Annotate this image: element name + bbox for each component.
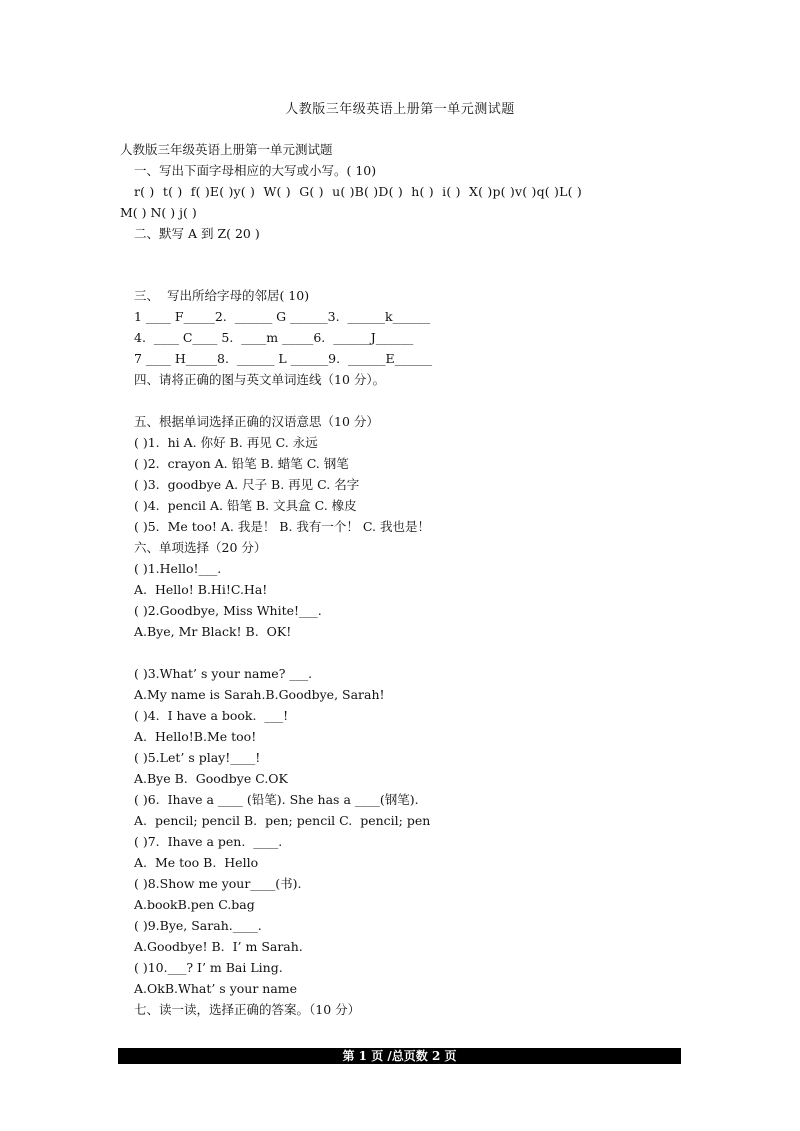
section6-line: ( )9.Bye, Sarah.____. xyxy=(134,918,262,933)
section3-row: 4. ____ C____ 5. ____m _____6. ______J______ xyxy=(134,330,414,345)
page-footer: 第 1 页 /总页数 2 页 xyxy=(118,1048,681,1064)
section3-row: 7 ____ H_____8. ______ L ______9. ______E______ xyxy=(134,351,433,366)
section5-heading: 五、根据单词选择正确的汉语意思（10 分） xyxy=(134,414,379,429)
section3-row: 1 ____ F_____2. ______ G ______3. ______k______ xyxy=(134,309,431,324)
section1-row2: M( ) N( ) j( ) xyxy=(120,205,197,220)
section5-item: ( )2. crayon A. 铅笔 B. 蜡笔 C. 钢笔 xyxy=(134,456,349,471)
section6-line: ( )6. Ihave a ____ (铅笔). She has a ____(钢笔). xyxy=(134,792,419,807)
section6-line: A. pencil; pencil B. pen; pencil C. pencil; pen xyxy=(134,813,431,828)
section1-heading: 一、写出下面字母相应的大写或小写。( 10) xyxy=(134,163,377,178)
section7-heading: 七、读一读，选择正确的答案。（10 分） xyxy=(134,1002,361,1017)
section6-line: A. Hello! B.Hi!C.Ha! xyxy=(134,582,268,597)
section5-item: ( )3. goodbye A. 尺子 B. 再见 C. 名字 xyxy=(134,477,360,492)
section6-line: ( )7. Ihave a pen. ____. xyxy=(134,834,283,849)
section6-line: ( )10.___? I’ m Bai Ling. xyxy=(134,960,283,975)
section6-line: ( )5.Let’ s play!____! xyxy=(134,750,261,765)
section5-item: ( )5. Me too! A. 我是！ B. 我有一个！ C. 我也是！ xyxy=(134,519,430,534)
section6-line: A.bookB.pen C.bag xyxy=(134,897,255,912)
section1-row1: r( ) t( ) f( )E( )y( ) W( ) G( ) u( )B( )D( ) h( ) i( ) X( )p( )v( )q( )L( ) xyxy=(134,184,582,199)
section6-line: ( )2.Goodbye, Miss White!___. xyxy=(134,603,322,618)
section4-heading: 四、请将正确的图与英文单词连线（10 分）。 xyxy=(134,372,386,387)
section6-line: A.Goodbye! B. I’ m Sarah. xyxy=(134,939,303,954)
section6-line: A. Hello!B.Me too! xyxy=(134,729,257,744)
section6-line: A.OkB.What’ s your name xyxy=(134,981,298,996)
section6-line: A.Bye, Mr Black! B. OK! xyxy=(134,624,292,639)
section6-line: ( )8.Show me your____(书). xyxy=(134,876,302,891)
section5-item: ( )4. pencil A. 铅笔 B. 文具盒 C. 橡皮 xyxy=(134,498,357,513)
section3-heading: 三、 写出所给字母的邻居( 10) xyxy=(134,288,310,303)
section6-line: A.My name is Sarah.B.Goodbye, Sarah! xyxy=(134,687,385,702)
section6-line: A.Bye B. Goodbye C.OK xyxy=(134,771,288,786)
document-title: 人教版三年级英语上册第一单元测试题 xyxy=(120,142,333,157)
section5-item: ( )1. hi A. 你好 B. 再见 C. 永远 xyxy=(134,435,318,450)
section6-line: ( )4. I have a book. ___! xyxy=(134,708,289,723)
section2-heading: 二、默写 A 到 Z( 20 ) xyxy=(134,226,260,241)
section6-heading: 六、单项选择（20 分） xyxy=(134,540,267,555)
section6-line: ( )3.What’ s your name? ___. xyxy=(134,666,313,681)
header-title: 人教版三年级英语上册第一单元测试题 xyxy=(285,102,515,117)
section6-line: A. Me too B. Hello xyxy=(134,855,259,870)
section6-line: ( )1.Hello!___. xyxy=(134,561,222,576)
